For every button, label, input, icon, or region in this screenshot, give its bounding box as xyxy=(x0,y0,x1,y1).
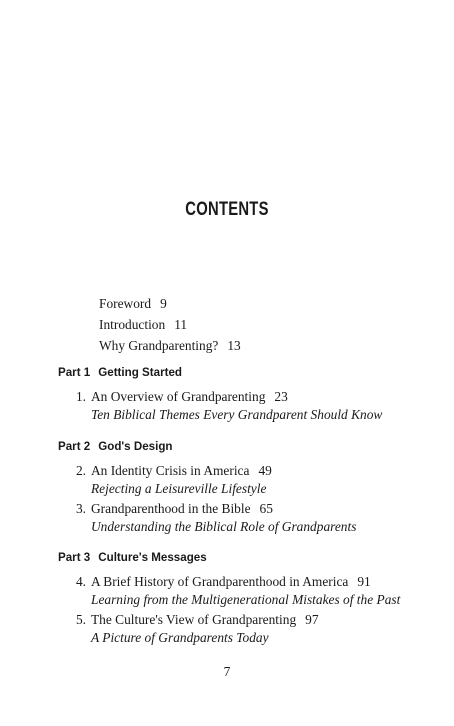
chapter-title: The Culture's View of Grandparenting xyxy=(91,612,297,627)
chapter-entry-3 xyxy=(70,501,273,517)
chapter-entry-1 xyxy=(70,389,288,405)
part-heading-3 xyxy=(58,551,207,565)
chapter-page: 97 xyxy=(305,612,319,627)
chapter-subtitle-4: Learning from the Multigenerational Mistakes of the Past xyxy=(91,592,401,607)
chapter-number: 3. xyxy=(75,501,86,516)
chapter-number: 4. xyxy=(75,574,86,589)
entry-label: Why Grandparenting? xyxy=(99,338,219,353)
chapter-number: 2. xyxy=(75,463,86,478)
chapter-subtitle-5: A Picture of Grandparents Today xyxy=(91,630,269,645)
part-label: Part 1 xyxy=(58,366,91,379)
part-label: Part 2 xyxy=(58,440,91,453)
chapter-subtitle-3: Understanding the Biblical Role of Grandparents xyxy=(91,519,357,534)
chapter-subtitle-1: Ten Biblical Themes Every Grandparent Should Know xyxy=(91,407,383,422)
entry-label: Introduction xyxy=(99,317,166,332)
chapter-page: 23 xyxy=(274,389,288,404)
chapter-page: 65 xyxy=(259,501,273,516)
part-name: God's Design xyxy=(98,440,173,453)
entry-label: Foreword xyxy=(99,296,152,311)
chapter-title: A Brief History of Grandparenthood in America xyxy=(91,574,349,589)
entry-page: 13 xyxy=(227,338,241,353)
part-label: Part 3 xyxy=(58,551,91,564)
page-number: 7 xyxy=(223,664,231,679)
chapter-subtitle-2: Rejecting a Leisureville Lifestyle xyxy=(91,481,267,496)
chapter-number: 5. xyxy=(75,612,86,627)
part-heading-1 xyxy=(58,366,182,380)
entry-page: 11 xyxy=(174,317,188,332)
toc-entry-introduction xyxy=(99,317,187,333)
chapter-entry-4 xyxy=(70,574,371,590)
chapter-entry-2 xyxy=(70,463,272,479)
chapter-entry-5 xyxy=(70,612,319,628)
chapter-page: 49 xyxy=(258,463,272,478)
entry-page: 9 xyxy=(160,296,167,311)
chapter-page: 91 xyxy=(357,574,371,589)
chapter-title: Grandparenthood in the Bible xyxy=(91,501,251,516)
part-name: Culture's Messages xyxy=(98,551,207,564)
toc-entry-foreword xyxy=(99,296,167,312)
page-title: CONTENTS xyxy=(185,199,269,220)
part-heading-2 xyxy=(58,440,173,454)
toc-entry-why-grandparenting xyxy=(99,338,241,354)
part-name: Getting Started xyxy=(98,366,182,379)
chapter-title: An Identity Crisis in America xyxy=(91,463,250,478)
chapter-number: 1. xyxy=(75,389,86,404)
chapter-title: An Overview of Grandparenting xyxy=(91,389,266,404)
